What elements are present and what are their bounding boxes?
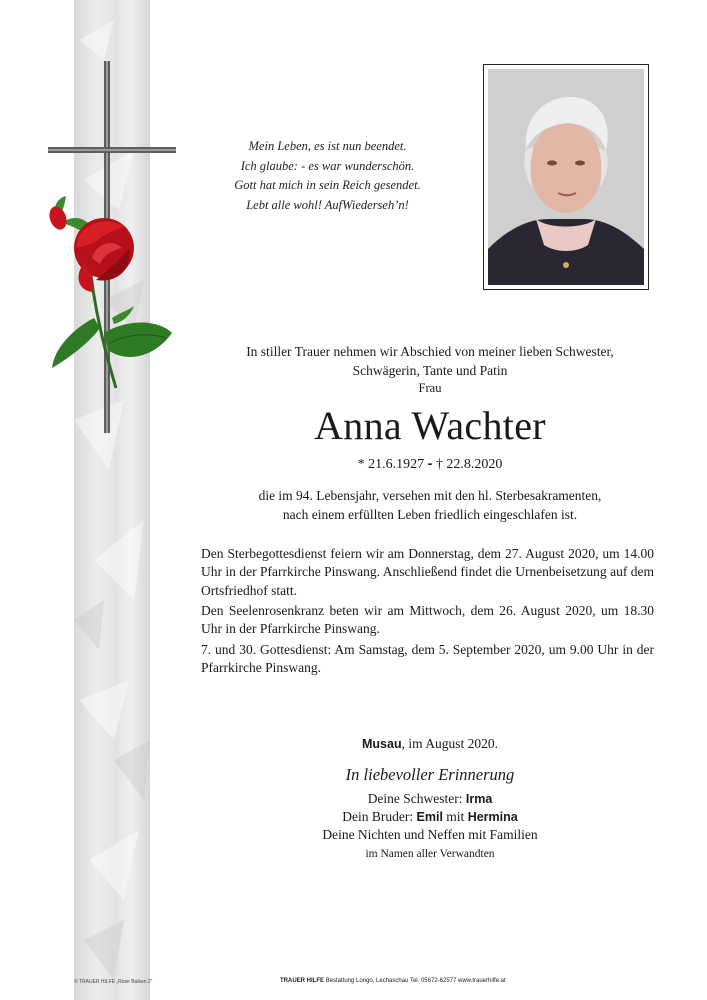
family-sister — [200, 790, 660, 808]
brother-partner: Hermina — [467, 810, 518, 824]
brother-with: mit — [442, 809, 468, 824]
sister-name: Irma — [465, 792, 493, 806]
brother-prefix: Dein Bruder: — [342, 809, 417, 824]
copyright-note: © TRAUER HILFE „Rose Balken 2“ — [74, 979, 153, 985]
quote-line: Ich glaube: - es war wunderschön. — [240, 158, 415, 173]
family-nieces: Deine Nichten und Neffen mit Familien — [322, 827, 538, 842]
footer-brand: TRAUER HILFE — [280, 978, 324, 984]
deceased-name: Anna Wachter — [314, 403, 546, 448]
brother-name: Emil — [416, 810, 443, 824]
intro-line: Schwägerin, Tante und Patin — [352, 362, 508, 378]
quote-line: Lebt alle wohl! AufWiederseh’n! — [246, 197, 409, 212]
place-name: Musau — [362, 737, 402, 751]
intro-line: In stiller Trauer nehmen wir Abschied von meiner lieben Schwester, — [246, 344, 614, 359]
remembrance-heading: In liebevoller Erinnerung — [345, 765, 515, 784]
date-separator: - — [427, 455, 433, 471]
sister-prefix: Deine Schwester: — [367, 791, 466, 806]
closing-date: , im August 2020. — [401, 736, 498, 751]
quote-block — [200, 137, 455, 215]
portrait-frame — [483, 64, 649, 290]
memorial-paragraph: 7. und 30. Gottesdienst: Am Samstag, dem 5. September 2020, um 9.00 Uhr in der Pfarrkirche Pinswang. — [201, 642, 654, 676]
footer-credit — [280, 978, 506, 984]
footer-details: Bestattung Longo, Lechaschau Tel. 05672-62577 www.trauerhilfe.at — [324, 978, 506, 984]
cross-with-rose — [34, 58, 184, 438]
place-date — [200, 736, 660, 752]
salutation: Frau — [418, 381, 442, 395]
relatives-note: im Namen aller Verwandten — [365, 848, 495, 860]
life-dates — [200, 455, 660, 473]
passing-line: nach einem erfüllten Leben friedlich eingeschlafen ist. — [282, 506, 578, 522]
funeral-paragraph: Den Sterbegottesdienst feiern wir am Donnerstag, dem 27. August 2020, um 14.00 Uhr in der Pfarrkirche Pinswang. Anschließend findet die Urnenbeisetzung auf dem Ortsfriedhof statt. — [201, 546, 654, 598]
quote-line: Gott hat mich in sein Reich gesendet. — [234, 178, 421, 192]
passing-text — [200, 487, 660, 524]
birth-date: * 21.6.1927 — [357, 457, 425, 472]
portrait-photo — [488, 69, 644, 285]
passing-line: die im 94. Lebensjahr, versehen mit den hl. Sterbesakramenten, — [258, 488, 602, 503]
family-brother — [200, 808, 660, 826]
death-date: † 22.8.2020 — [435, 457, 503, 472]
quote-line: Mein Leben, es ist nun beendet. — [248, 139, 407, 153]
intro-text — [200, 343, 660, 380]
rosary-paragraph: Den Seelenrosenkranz beten wir am Mittwoch, dem 26. August 2020, um 18.30 Uhr in der Pfarrkirche Pinswang. — [201, 603, 654, 637]
